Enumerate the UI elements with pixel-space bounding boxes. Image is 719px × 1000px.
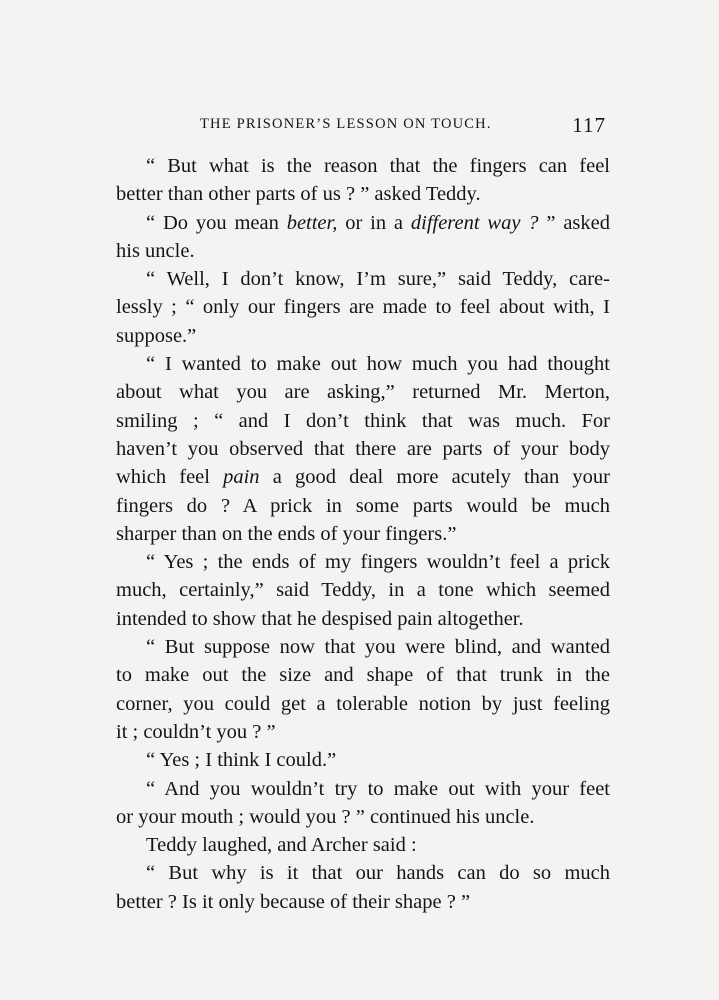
text-segment: Teddy laughed, and Archer said : bbox=[146, 834, 417, 857]
text-segment: or your mouth ; would you ? ” continued his uncle. bbox=[116, 805, 535, 828]
text-segment: “ But what is the reason that the fingers can feel bbox=[146, 155, 610, 177]
text-line bbox=[116, 520, 610, 548]
text-line bbox=[116, 492, 610, 520]
text-segment: smiling ; “ and I don’t think that was much. For bbox=[116, 409, 610, 432]
text-segment: sharper than on the ends of your fingers.” bbox=[116, 522, 457, 545]
text-segment: fingers do ? A prick in some parts would be much bbox=[116, 494, 610, 517]
text-segment: better ? Is it only because of their shape ? ” bbox=[116, 890, 471, 913]
body-text bbox=[116, 152, 610, 916]
text-line bbox=[116, 831, 610, 859]
text-line bbox=[116, 803, 610, 831]
text-segment: ” asked bbox=[538, 211, 611, 234]
text-segment: a good deal more acutely than your bbox=[259, 466, 610, 489]
text-segment: “ Yes ; the ends of my fingers wouldn’t feel a prick bbox=[146, 551, 610, 574]
text-segment: “ I wanted to make out how much you had thought bbox=[146, 353, 610, 376]
text-line bbox=[116, 265, 610, 293]
text-segment: his uncle. bbox=[116, 239, 195, 262]
text-segment: or in a bbox=[337, 211, 411, 234]
text-line bbox=[116, 859, 610, 887]
text-segment: which feel bbox=[116, 466, 224, 489]
italic-text: different way ? bbox=[410, 211, 539, 234]
running-head bbox=[200, 113, 606, 137]
text-line bbox=[116, 718, 610, 746]
text-segment: about what you are asking,” returned Mr. Merton, bbox=[116, 381, 610, 404]
text-segment: “ Well, I don’t know, I’m sure,” said Teddy, care- bbox=[146, 268, 610, 291]
text-line bbox=[116, 633, 610, 661]
text-line bbox=[116, 888, 610, 916]
text-line bbox=[116, 180, 610, 208]
italic-text: better, bbox=[286, 211, 338, 234]
running-title: THE PRISONER’S LESSON ON TOUCH. bbox=[200, 116, 492, 132]
text-line bbox=[116, 576, 610, 604]
text-line bbox=[116, 548, 610, 576]
text-segment: it ; couldn’t you ? ” bbox=[116, 720, 276, 743]
text-line bbox=[116, 237, 610, 265]
text-segment: “ But suppose now that you were blind, and wanted bbox=[146, 636, 610, 659]
text-segment: “ And you wouldn’t try to make out with your feet bbox=[146, 777, 610, 800]
text-segment: “ But why is it that our hands can do so much bbox=[146, 862, 610, 885]
text-segment: “ Yes ; I think I could.” bbox=[146, 749, 337, 772]
text-segment: “ Do you mean bbox=[146, 211, 287, 234]
text-segment: better than other parts of us ? ” asked Teddy. bbox=[116, 183, 481, 206]
text-line bbox=[116, 775, 610, 803]
text-line bbox=[116, 350, 610, 378]
text-line bbox=[116, 746, 610, 774]
italic-text: pain bbox=[223, 466, 260, 489]
text-line bbox=[116, 605, 610, 633]
text-line bbox=[116, 661, 610, 689]
text-segment: to make out the size and shape of that trunk in the bbox=[116, 664, 610, 687]
page-number: 117 bbox=[572, 113, 606, 137]
text-line bbox=[116, 152, 610, 180]
text-segment: lessly ; “ only our fingers are made to feel about with, I bbox=[116, 296, 610, 319]
text-line bbox=[116, 463, 610, 491]
text-segment: corner, you could get a tolerable notion by just feeling bbox=[116, 692, 610, 715]
text-line bbox=[116, 435, 610, 463]
text-line bbox=[116, 378, 610, 406]
text-line bbox=[116, 690, 610, 718]
text-line bbox=[116, 209, 610, 237]
text-segment: intended to show that he despised pain altogether. bbox=[116, 607, 524, 630]
text-segment: haven’t you observed that there are parts of your body bbox=[116, 437, 610, 460]
text-line bbox=[116, 322, 610, 350]
text-line bbox=[116, 293, 610, 321]
text-line bbox=[116, 407, 610, 435]
text-segment: suppose.” bbox=[116, 324, 197, 347]
text-segment: much, certainly,” said Teddy, in a tone which seemed bbox=[116, 579, 610, 602]
